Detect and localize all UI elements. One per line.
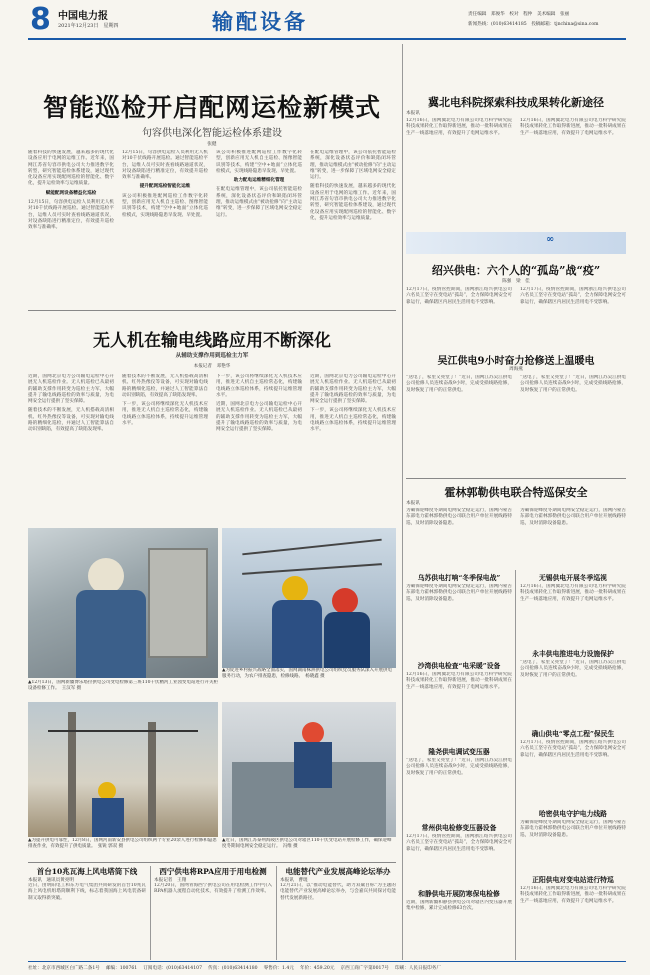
photo-3	[28, 702, 218, 837]
header-rule	[28, 38, 626, 40]
brief-text: 近期，国网新疆和静县供电公司对辖区内变压器开展集中检修，累计完成检修63台次。	[406, 900, 512, 912]
bottom-text-2: 12月20日，国网青海西宁供电公司在用电检测工作中引入RPA机器人流程自动化技术，有效提升了检测工作效率。	[154, 883, 272, 895]
photo-2	[222, 528, 396, 668]
power-line	[48, 730, 198, 732]
lead-article	[28, 44, 396, 302]
editor: 责任编辑 郑俊华	[468, 12, 505, 17]
power-line	[242, 539, 381, 556]
lead-col3	[216, 150, 302, 300]
worker-figure	[76, 590, 146, 678]
brief-text: “送电了，家里又亮堂了！”近日，国网江苏吴江供电公司抢修人员连续奋战9小时，完成受损线路抢修，及时恢复了用户的正常供电。	[406, 758, 512, 776]
divider	[515, 570, 516, 960]
brief-text: 12月16日，国网冀北电力有限公司电力科学研究院科技成果转化工作取得新进展，推动一批科研成果在生产一线落地应用，有效提升了电网运维水平。	[520, 886, 626, 904]
right-text-4b: 为确保迎峰度冬期间电网安全稳定运行，国网内蒙古东部电力霍林郭勒供电公司联合用户单位开展线路特巡，及时消除设备隐患。	[520, 508, 626, 526]
brief-text: “送电了，家里又亮堂了！”近日，国网江苏吴江供电公司抢修人员连续奋战9小时，完成受损线路抢修，及时恢复了用户的正常供电。	[520, 660, 626, 678]
uav-title: 无人机在输电线路应用不断深化	[93, 331, 331, 351]
brief-5	[406, 888, 512, 958]
footer-postcode: 邮编：100761	[105, 966, 138, 971]
lead-para: 随着科技的快速发展，越来越多的现代化设备应用于电网的运维工作。近年来，国网江苏省句容市供电公司大力推进数字化转型，研究智能巡检体系建设，通过现代化设备应用实现配网巡检的智能化、数字化，提升运检效率与运维质量。	[28, 150, 114, 187]
brief-7	[520, 648, 626, 722]
right-text-4a: 为确保迎峰度冬期间电网安全稳定运行，国网内蒙古东部电力霍林郭勒供电公司联合用户单位开展线路特巡，及时消除设备隐患。	[406, 508, 512, 526]
helmet-icon	[332, 588, 358, 614]
bottom-article-2	[154, 866, 272, 960]
lead-col1	[28, 150, 114, 300]
uav-para: 随着技术的不断发展，无人机搭载高清相机、红外热像仪等设备，可实现对输电线路的精细化巡检，并通过人工智能算法自动识别缺陷，有效提高了缺陷发现率。	[122, 374, 208, 398]
worker-figure	[272, 600, 322, 668]
switchgear-cabinet	[148, 548, 208, 658]
brief-text: 12月16日，国网冀北电力有限公司电力科学研究院科技成果转化工作取得新进展，推动一批科研成果在生产一线落地应用，有效提升了电网运维水平。	[520, 584, 626, 602]
footer-yearly: 年价：459.20元	[300, 966, 335, 971]
photo-2-caption: ▲为促进乡村振兴战略全面落实，国网湖南株洲供电公司组织党员服务队深入开展供电服务行动，为农户排查隐患，检修线路。 杨晓鑫 摄	[222, 668, 396, 700]
footer-fax: 传真：(010)63414180	[208, 966, 258, 971]
uav-para: 近期，国网北京电力公司输电运检中心开展无人机巡检作业。无人机巡检已从最初的辅助支撑作用转变为巡检主力军，大幅提升了输电线路巡检的效率与质量，为电网安全运行提供了坚实保障。	[28, 374, 114, 405]
brief-title: 常州供电检修变压器设备	[421, 824, 497, 832]
lead-subtitle: 句容供电深化智能运检体系建设	[142, 128, 282, 139]
bottom-article-3	[280, 866, 396, 960]
brief-title: 乌苏供电打响“冬季保电战”	[417, 574, 501, 582]
right-text-3b: “送电了，家里又亮堂了！”近日，国网江苏吴江供电公司抢修人员连续奋战9小时，完成受损线路抢修，及时恢复了用户的正常供电。	[520, 375, 626, 393]
brief-text: 12月16日，国网冀北电力有限公司电力科学研究院科技成果转化工作取得新进展，推动一批科研成果在生产一线落地应用，有效提升了电网运维水平。	[406, 672, 512, 690]
column-divider	[402, 44, 403, 960]
lead-para: 12月15日，句容供电运检人员利用无人机对10千伏线路开展巡检。通过智能巡检平台，运维人员可实时查看线路通道状况，对设备缺陷进行精准定位，有效提升巡检效率与准确率。	[28, 200, 114, 231]
uav-col3	[216, 374, 302, 526]
right-text-3a: “送电了，家里又亮堂了！”近日，国网江苏吴江供电公司抢修人员连续奋战9小时，完成受损线路抢修，及时恢复了用户的正常供电。	[406, 375, 512, 393]
brief-text: 为确保迎峰度冬期间电网安全稳定运行，国网内蒙古东部电力霍林郭勒供电公司联合用户单位开展线路特巡，及时消除设备隐患。	[520, 820, 626, 838]
footer-address: 社址：北京市西城区白广路二条1号	[28, 966, 100, 971]
right-byline-3: 周海燕	[509, 367, 523, 372]
right-title-3: 吴江供电9小时奋力抢修送上温暖电	[437, 356, 595, 367]
lead-author: 张健	[207, 142, 217, 147]
divider	[28, 310, 396, 311]
brief-4	[406, 822, 512, 882]
date-line	[58, 22, 118, 29]
uav-col1	[28, 374, 114, 526]
right-byline-4: 本报讯	[406, 501, 420, 506]
brief-3	[406, 746, 512, 816]
bottom-byline-1: 本报讯 通讯员黄亮明	[28, 878, 74, 883]
footer-price: 零售价：1.4元	[263, 966, 294, 971]
weekday: 星期四	[103, 23, 119, 29]
proofreader: 美术编辑 张丽	[536, 12, 570, 17]
editor-line	[468, 11, 569, 17]
photo-1	[28, 528, 218, 678]
bottom-byline-2: 本报记者 王翔	[154, 878, 187, 883]
lead-para: 12月15日，句容供电运检人员利用无人机对10千伏线路开展巡检。通过智能巡检平台，运维人员可实时查看线路通道状况，对设备缺陷进行精准定位，有效提升巡检效率与准确率。	[122, 150, 208, 181]
uav-para: 随着技术的不断发展，无人机搭载高清相机、红外热像仪等设备，可实现对输电线路的精细化巡检，并通过人工智能算法自动识别缺陷，有效提高了缺陷发现率。	[28, 408, 114, 433]
right-byline-1: 本报讯	[406, 111, 420, 116]
divider	[276, 866, 277, 960]
photo-4	[222, 702, 396, 837]
footer-license: 京西工商广字第0017号	[340, 966, 389, 971]
contact-line	[468, 21, 599, 27]
power-line	[242, 563, 382, 575]
brief-title: 确山供电“零点工程”保民生	[531, 730, 615, 738]
right-title-2: 绍兴供电：六个人的“孤岛”战“疫”	[431, 264, 601, 277]
hotline: 新闻热线：(010)63414185	[468, 22, 527, 27]
worker-figure	[324, 612, 370, 668]
uav-col4	[310, 374, 396, 526]
brief-title: 隆尧供电调试变压器	[428, 748, 490, 756]
paper-name: 中国电力报	[58, 11, 108, 22]
art-editor: 校对 程仲	[509, 12, 533, 17]
right-text-1a: 12月16日，国网冀北电力有限公司电力科学研究院科技成果转化工作取得新进展，推动一批科研成果在生产一线落地应用，有效提升了电网运维水平。	[406, 118, 512, 136]
utility-pole	[148, 722, 156, 837]
right-title-1: 冀北电科院探索科技成果转化新途径	[428, 96, 604, 109]
brief-title: 正阳供电对变电站进行特巡	[532, 876, 614, 884]
brief-2	[406, 660, 512, 740]
uav-para: 近期，国网北京电力公司输电运检中心开展无人机巡检作业。无人机巡检已从最初的辅助支撑作用转变为巡检主力军，大幅提升了输电线路巡检的效率与质量，为电网安全运行提供了坚实保障。	[216, 402, 302, 433]
brief-text: 为确保迎峰度冬期间电网安全稳定运行，国网内蒙古东部电力霍林郭勒供电公司联合用户单位开展线路特巡，及时消除设备隐患。	[406, 584, 512, 602]
brief-text: 12月17日，疫情管控期间，国网浙江绍兴供电公司六名员工坚守在变电站“孤岛”，全力保障电网安全可靠运行，确保辖区内居民生活用电不受影响。	[406, 834, 512, 852]
uav-col2	[122, 374, 208, 526]
right-text-2b: 12月17日，疫情管控期间，国网浙江绍兴供电公司六名员工坚守在变电站“孤岛”，全力保障电网安全可靠运行，确保辖区内居民生活用电不受影响。	[520, 287, 626, 305]
photo-4-caption: ▲近日，国网江苏泰州海陵区供电公司对辖区110千伏变电站开展检修工作，确保迎峰度冬期间电网安全稳定运行。 冯维 摄	[222, 838, 396, 860]
brief-title: 沙湾供电检查“电采暖”设备	[417, 662, 501, 670]
brief-title: 永丰供电推进电力设施保护	[532, 650, 614, 658]
brief-8	[520, 728, 626, 802]
brief-title: 无锡供电开展冬季巡视	[539, 574, 607, 582]
bottom-text-1: 近日，由明阳电工和东方电气集团共同研发的首台10兆瓦海上风电机组塔筒顺利下线，标志着我国海上风电装备研制又取得新突破。	[28, 883, 146, 901]
helmet-icon	[88, 558, 124, 594]
divider	[150, 866, 151, 960]
helmet-icon	[282, 576, 308, 602]
lead-col4	[310, 150, 396, 300]
brief-title: 哈密供电守护电力线路	[539, 810, 607, 818]
lead-subhead: 助力配电运维精细化管理	[233, 178, 285, 184]
uav-article	[28, 318, 396, 528]
footer-printer: 印刷：人民日报印务厂	[395, 966, 441, 971]
right-title-4: 霍林郭勒供电联合特巡保安全	[444, 486, 588, 499]
brief-text: 12月17日，疫情管控期间，国网浙江绍兴供电公司六名员工坚守在变电站“孤岛”，全力保障电网安全可靠运行，确保辖区内居民生活用电不受影响。	[520, 740, 626, 758]
photo-1-caption: ▲12月13日，国网新疆博乐塔拉供电公司变电检修第三班110千伏精河工业园变电站进行开关柜设备检修工作。 王汉军 摄	[28, 680, 218, 700]
brief-10	[520, 874, 626, 958]
page-footer	[28, 961, 626, 973]
divider	[28, 862, 396, 863]
uav-para: 下一步，该公司将继续深化无人机技术应用，推进无人机自主巡检常态化，构建输电线路立体巡检体系，持续提升运维管理水平。	[122, 402, 208, 427]
lead-para: 随着科技的快速发展，越来越多的现代化设备应用于电网的运维工作。近年来，国网江苏省句容市供电公司大力推进数字化转型，研究智能巡检体系建设，通过现代化设备应用实现配网巡检的智能化、数字化，提升运检效率与运维质量。	[310, 184, 396, 221]
brief-1	[406, 572, 512, 654]
email: 投稿邮箱：tjnchina@sina.com	[531, 22, 599, 27]
bottom-title-2: 西宁供电将RPA应用于用电检测	[159, 867, 267, 876]
issue-date: 2021年12月23日	[58, 23, 99, 29]
right-byline-2: 陈强 梁 佳	[502, 279, 530, 284]
divider	[406, 478, 626, 479]
banner-label: ∞	[546, 234, 556, 245]
lead-para: 该公司积极推进配网巡检工作数字化转型，创新应用无人机自主巡检、图像智能识别等技术，构建“空中+地面”立体化巡检模式，实现线路隐患早发现、早处置。	[216, 150, 302, 174]
uav-subtitle: 从辅助支撑作用到巡检主力军	[175, 353, 249, 359]
lead-para: 在配电运维管理中，该公司依托智能巡检系统，深化设备状态评价和缺陷闭环管理，推动运维模式由“被动抢修”向“主动运维”转变，进一步保障了区域电网安全稳定运行。	[216, 187, 302, 218]
lead-col2	[122, 150, 208, 300]
bottom-title-3: 电能替代产业发展高峰论坛举办	[285, 867, 391, 876]
page-header	[0, 0, 650, 44]
right-text-1b: 12月16日，国网冀北电力有限公司电力科学研究院科技成果转化工作取得新进展，推动一批科研成果在生产一线落地应用，有效提升了电网运维水平。	[520, 118, 626, 136]
lead-para: 在配电运维管理中，该公司依托智能巡检系统，深化设备状态评价和缺陷闭环管理，推动运维模式由“被动抢修”向“主动运维”转变，进一步保障了区域电网安全稳定运行。	[310, 150, 396, 181]
lead-subhead: 提升配网巡检智能化运维	[139, 184, 191, 190]
uav-para: 下一步，该公司将继续深化无人机技术应用，推进无人机自主巡检常态化，构建输电线路立体巡检体系，持续提升运维管理水平。	[310, 408, 396, 433]
bottom-text-3: 12月21日，以“推动电能替代，助力双碳目标”为主题的电能替代产业发展高峰论坛举办，与会嘉宾共同探讨电能替代发展新路径。	[280, 883, 396, 901]
feature-banner	[406, 232, 626, 254]
uav-author: 本报记者 邓艳华	[193, 364, 231, 369]
brief-title: 和静供电开展防寒保电检修	[418, 890, 500, 898]
footer-phone: 订阅电话：(010)63414107	[143, 966, 203, 971]
bottom-article-1	[28, 866, 146, 960]
uav-para: 近期，国网北京电力公司输电运检中心开展无人机巡检作业。无人机巡检已从最初的辅助支撑作用转变为巡检主力军，大幅提升了输电线路巡检的效率与质量，为电网安全运行提供了坚实保障。	[310, 374, 396, 405]
right-text-2a: 12月17日，疫情管控期间，国网浙江绍兴供电公司六名员工坚守在变电站“孤岛”，全力保障电网安全可靠运行，确保辖区内居民生活用电不受影响。	[406, 287, 512, 305]
lead-para: 该公司积极推进配网巡检工作数字化转型，创新应用无人机自主巡检、图像智能识别等技术，构建“空中+地面”立体化巡检模式，实现线路隐患早发现、早处置。	[122, 193, 208, 218]
brief-9	[520, 808, 626, 868]
right-column	[406, 44, 626, 960]
lead-subhead: 赋能配网设备精益化巡检	[45, 190, 97, 196]
uav-para: 下一步，该公司将继续深化无人机技术应用，推进无人机自主巡检常态化，构建输电线路立体巡检体系，持续提升运维管理水平。	[216, 374, 302, 398]
section-title: 输配设备	[212, 9, 308, 34]
lead-title: 智能巡检开启配网运检新模式	[42, 93, 381, 122]
worker-figure	[294, 742, 332, 788]
helmet-icon	[302, 722, 324, 744]
page-number: 8	[30, 2, 51, 37]
brief-6	[520, 572, 626, 644]
photo-3-caption: ▲为提升供电可靠性，12月8日，国网河南新安县供电公司组织两个专业20余人进行检修和隐患排查作业，有效提升了供电质量。 张锐 郭双 摄	[28, 838, 218, 860]
bottom-title-1: 首台10兆瓦海上风电塔筒下线	[36, 867, 138, 876]
worker-figure	[92, 798, 124, 837]
bottom-byline-3: 本报讯 曹琨	[280, 878, 308, 883]
